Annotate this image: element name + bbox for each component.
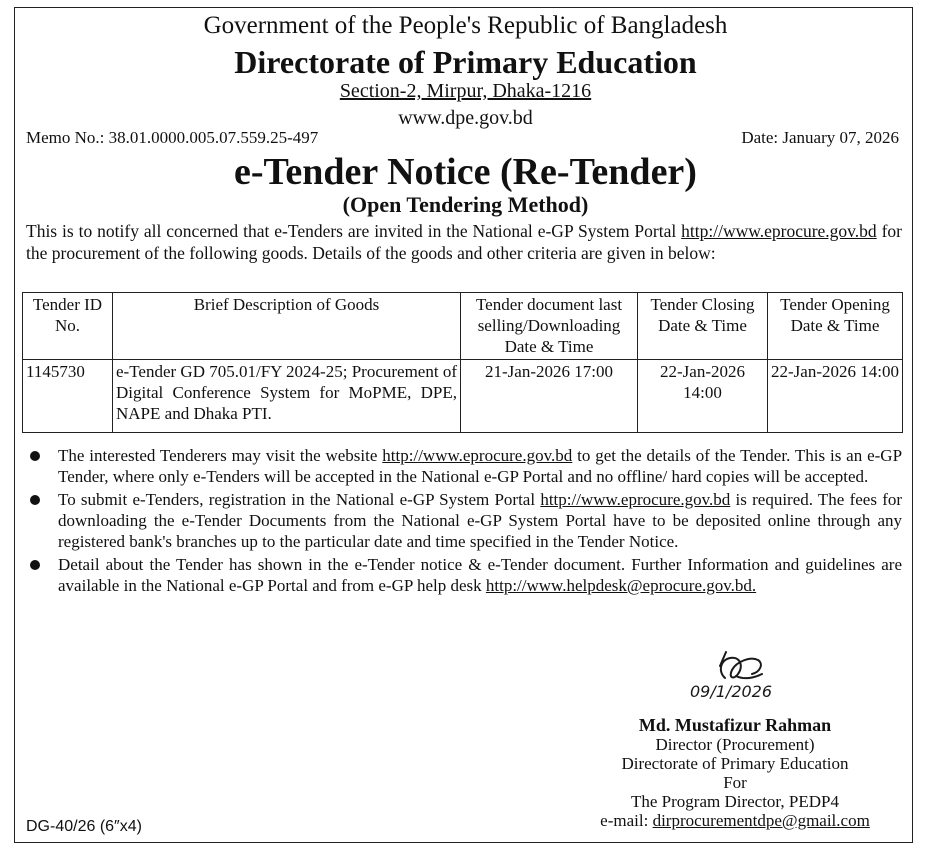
tender-table bbox=[22, 292, 903, 433]
bullet-text-after: to get the details of the Tender. This is an e-GP Tender, where only e-Tenders will be accepted in the National e-GP Portal and no offline/ hard copies will be accepted. bbox=[58, 446, 903, 486]
notice-subtitle: (Open Tendering Method) bbox=[342, 192, 589, 217]
header-closing: Tender Closing Date & Time bbox=[638, 293, 768, 360]
signatory-office: Directorate of Primary Education bbox=[621, 754, 849, 773]
intro-paragraph bbox=[26, 220, 902, 264]
cell-closing: 22-Jan-2026 14:00 bbox=[638, 360, 768, 433]
email-link[interactable]: dirprocurementdpe@gmail.com bbox=[652, 811, 870, 830]
bullet-icon bbox=[30, 451, 40, 461]
government-heading: Government of the People's Republic of Bangladesh bbox=[203, 12, 728, 39]
table-row bbox=[23, 360, 903, 433]
instructions-list bbox=[26, 445, 902, 598]
helpdesk-link[interactable]: http://www.helpdesk@eprocure.gov.bd. bbox=[485, 576, 757, 595]
intro-text-after: for the procurement of the following goods. Details of the goods and other criteria are given in below: bbox=[26, 221, 903, 263]
eprocure-link[interactable]: http://www.eprocure.gov.bd bbox=[681, 221, 877, 241]
list-item bbox=[26, 489, 902, 552]
intro-text-before: This is to notify all concerned that e-Tenders are invited in the National e-GP System Portal bbox=[26, 221, 677, 241]
signatory-program: The Program Director, PEDP4 bbox=[630, 792, 839, 811]
signatory-email-line bbox=[560, 811, 910, 830]
cell-description: e-Tender GD 705.01/FY 2024-25; Procurement of Digital Conference System for MoPME, DPE, NAPE and Dhaka PTI. bbox=[113, 360, 461, 433]
email-label: e-mail: bbox=[600, 811, 649, 830]
directorate-heading: Directorate of Primary Education bbox=[234, 44, 697, 80]
advertisement-code: DG-40/26 (6″x4) bbox=[26, 818, 142, 835]
notice-title: e-Tender Notice (Re-Tender) bbox=[234, 151, 697, 193]
bullet-icon bbox=[30, 495, 40, 505]
signatory-block bbox=[560, 716, 910, 830]
list-item bbox=[26, 554, 902, 596]
bullet-text-before: Detail about the Tender has shown in the e-Tender notice & e-Tender document. Further Information and guidelines are available in the National e-GP Portal and from e-GP help desk bbox=[58, 555, 902, 595]
memo-number: Memo No.: 38.01.0000.005.07.559.25-497 bbox=[26, 128, 319, 147]
bullet-text-before: To submit e-Tenders, registration in the National e-GP System Portal bbox=[58, 490, 536, 509]
signatory-designation: Director (Procurement) bbox=[655, 735, 815, 754]
header-description: Brief Description of Goods bbox=[113, 293, 461, 360]
memo-date: Date: January 07, 2026 bbox=[741, 128, 899, 147]
bullet-icon bbox=[30, 560, 40, 570]
cell-tender-id: 1145730 bbox=[23, 360, 113, 433]
cell-opening: 22-Jan-2026 14:00 bbox=[768, 360, 903, 433]
eprocure-link[interactable]: http://www.eprocure.gov.bd bbox=[540, 490, 731, 509]
bullet-text-before: The interested Tenderers may visit the website bbox=[58, 446, 378, 465]
list-item bbox=[26, 445, 902, 487]
signature-date: 09/1/2026 bbox=[690, 682, 773, 701]
office-address: Section-2, Mirpur, Dhaka-1216 bbox=[339, 80, 592, 102]
header-tender-id: Tender ID No. bbox=[23, 293, 113, 360]
bullet-text-after: is required. The fees for downloading the e-Tender Documents from the National e-GP System Portal have to be deposited online through any registered bank's branches up to the particular date and time specified in the Tender Notice. bbox=[58, 490, 903, 551]
signatory-name: Md. Mustafizur Rahman bbox=[638, 715, 832, 735]
signatory-for: For bbox=[723, 773, 747, 792]
table-header-row bbox=[23, 293, 903, 360]
office-website[interactable]: www.dpe.gov.bd bbox=[398, 107, 533, 129]
header-last-selling: Tender document last selling/Downloading Date & Time bbox=[461, 293, 638, 360]
header-opening: Tender Opening Date & Time bbox=[768, 293, 903, 360]
cell-last-selling: 21-Jan-2026 17:00 bbox=[461, 360, 638, 433]
eprocure-link[interactable]: http://www.eprocure.gov.bd bbox=[382, 446, 573, 465]
